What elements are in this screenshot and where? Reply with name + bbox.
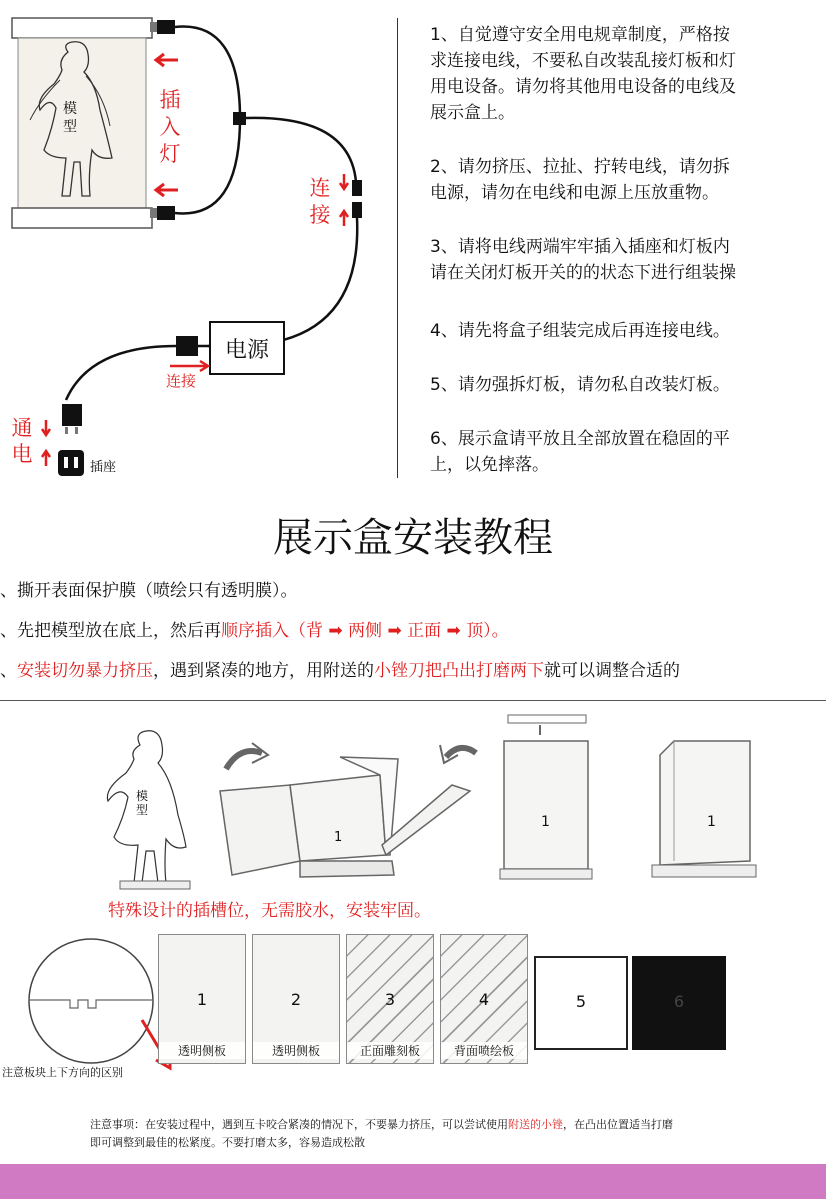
notice-prefix: 注意事项：在安装过程中，遇到互卡咬合紧凑的情况下，不要暴力挤压，可以尝试使用 <box>90 1118 508 1131</box>
panel-number: 1 <box>196 990 208 1009</box>
panel-number: 3 <box>384 990 396 1009</box>
step-2-order-top: 顶）。 <box>466 621 509 641</box>
direction-note: 注意板块上下方向的区别 <box>2 1066 123 1079</box>
footer-band <box>0 1164 826 1199</box>
panel-caption: 正面雕刻板 <box>347 1042 433 1059</box>
step-3-file-tip: 小锉刀把凸出打磨两下 <box>374 661 544 681</box>
connect-label-2: 接 <box>309 203 331 227</box>
model-label: 模型 <box>63 101 77 135</box>
rule-1-line-3: 用电设备。请勿将其他用电设备的电线及 <box>430 77 736 97</box>
rule-3-line-2: 请在关闭灯板开关的的状态下进行组装操 <box>430 263 736 283</box>
notice-file-tip: 附送的小锉 <box>508 1118 563 1131</box>
wiring-diagram <box>0 0 395 490</box>
step-3 <box>0 656 826 681</box>
arrow-icon: ➡ <box>382 621 408 641</box>
assembly-model-label: 模型 <box>136 789 149 817</box>
rule-5 <box>430 372 826 398</box>
rule-4 <box>430 318 826 344</box>
energize-label-1: 通 <box>11 416 33 440</box>
connect-label-1: 连 <box>309 176 331 200</box>
step-3-warning: 安装切勿暴力挤压 <box>17 661 153 681</box>
panel-number: 5 <box>575 992 587 1011</box>
rule-1-line-2: 求连接电线，不要私自改装乱接灯板和灯 <box>430 51 736 71</box>
step-2 <box>0 616 509 641</box>
section-divider <box>0 700 826 701</box>
step-2-order-front: 正面 <box>407 621 442 641</box>
step-2-order-back: 顺序插入（背 <box>221 621 323 641</box>
notice-line-1 <box>90 1116 826 1132</box>
box-number-angled: 1 <box>707 814 716 830</box>
panel-caption: 透明侧板 <box>159 1042 245 1059</box>
tutorial-title: 展示盒安装教程 <box>273 515 553 561</box>
insert-light-label-2: 入 <box>159 115 181 139</box>
step-3-middle: ，遇到紧凑的地方，用附送的 <box>153 661 374 681</box>
assembly-illustration <box>0 705 826 895</box>
panel-1 <box>158 934 246 1064</box>
box-number-unfolding: 1 <box>334 830 343 845</box>
notice-line-2: 即可调整到最佳的松紧度。不要打磨太多，容易造成松散 <box>90 1136 365 1149</box>
step-2-order-sides: 两侧 <box>348 621 383 641</box>
step-1: 、撕开表面保护膜（喷绘只有透明膜）。 <box>0 581 298 601</box>
rule-6 <box>430 426 826 478</box>
panel-number: 6 <box>673 992 685 1011</box>
rule-1-line-1: 1、自觉遵守安全用电规章制度，严格按 <box>430 25 730 45</box>
rule-6-line-1: 6、展示盒请平放且全部放置在稳固的平 <box>430 429 730 449</box>
panel-number: 2 <box>290 990 302 1009</box>
panel-3 <box>346 934 434 1064</box>
connect-horizontal-label: 连接 <box>166 372 197 390</box>
panel-2 <box>252 934 340 1064</box>
panel-number: 4 <box>478 990 490 1009</box>
socket-label: 插座 <box>90 460 117 475</box>
rule-4-line-1: 4、请先将盒子组装完成后再连接电线。 <box>430 321 730 341</box>
step-2-prefix: 、先把模型放在底上，然后再 <box>0 621 221 641</box>
panel-4 <box>440 934 528 1064</box>
rule-5-line-1: 5、请勿强拆灯板，请勿私自改装灯板。 <box>430 375 730 395</box>
rule-2 <box>430 154 826 206</box>
box-number-front: 1 <box>541 814 550 830</box>
arrow-icon: ➡ <box>441 621 467 641</box>
panel-5 <box>534 956 628 1050</box>
step-3-suffix: 就可以调整合适的 <box>544 661 680 681</box>
rule-2-line-2: 电源，请勿在电线和电源上压放重物。 <box>430 183 719 203</box>
step-3-prefix: 、 <box>0 661 17 681</box>
power-label: 电源 <box>224 338 269 363</box>
rule-2-line-1: 2、请勿挤压、拉扯、拧转电线，请勿拆 <box>430 157 730 177</box>
rule-1-line-4: 展示盒上。 <box>430 103 515 123</box>
slot-caption: 特殊设计的插槽位，无需胶水，安装牢固。 <box>108 901 431 921</box>
notice-suffix: ，在凸出位置适当打磨 <box>563 1118 673 1131</box>
panel-caption: 透明侧板 <box>253 1042 339 1059</box>
energize-label-2: 电 <box>11 442 33 466</box>
insert-light-label-3: 灯 <box>159 142 181 166</box>
rule-3-line-1: 3、请将电线两端牢牢插入插座和灯板内 <box>430 237 730 257</box>
panel-6 <box>632 956 726 1050</box>
insert-light-label-1: 插 <box>159 88 181 112</box>
panel-caption: 背面喷绘板 <box>441 1042 527 1059</box>
rule-3 <box>430 234 826 286</box>
vertical-divider <box>397 18 398 478</box>
arrow-icon: ➡ <box>323 621 349 641</box>
rule-6-line-2: 上，以免摔落。 <box>430 455 549 475</box>
rule-1 <box>430 22 826 126</box>
